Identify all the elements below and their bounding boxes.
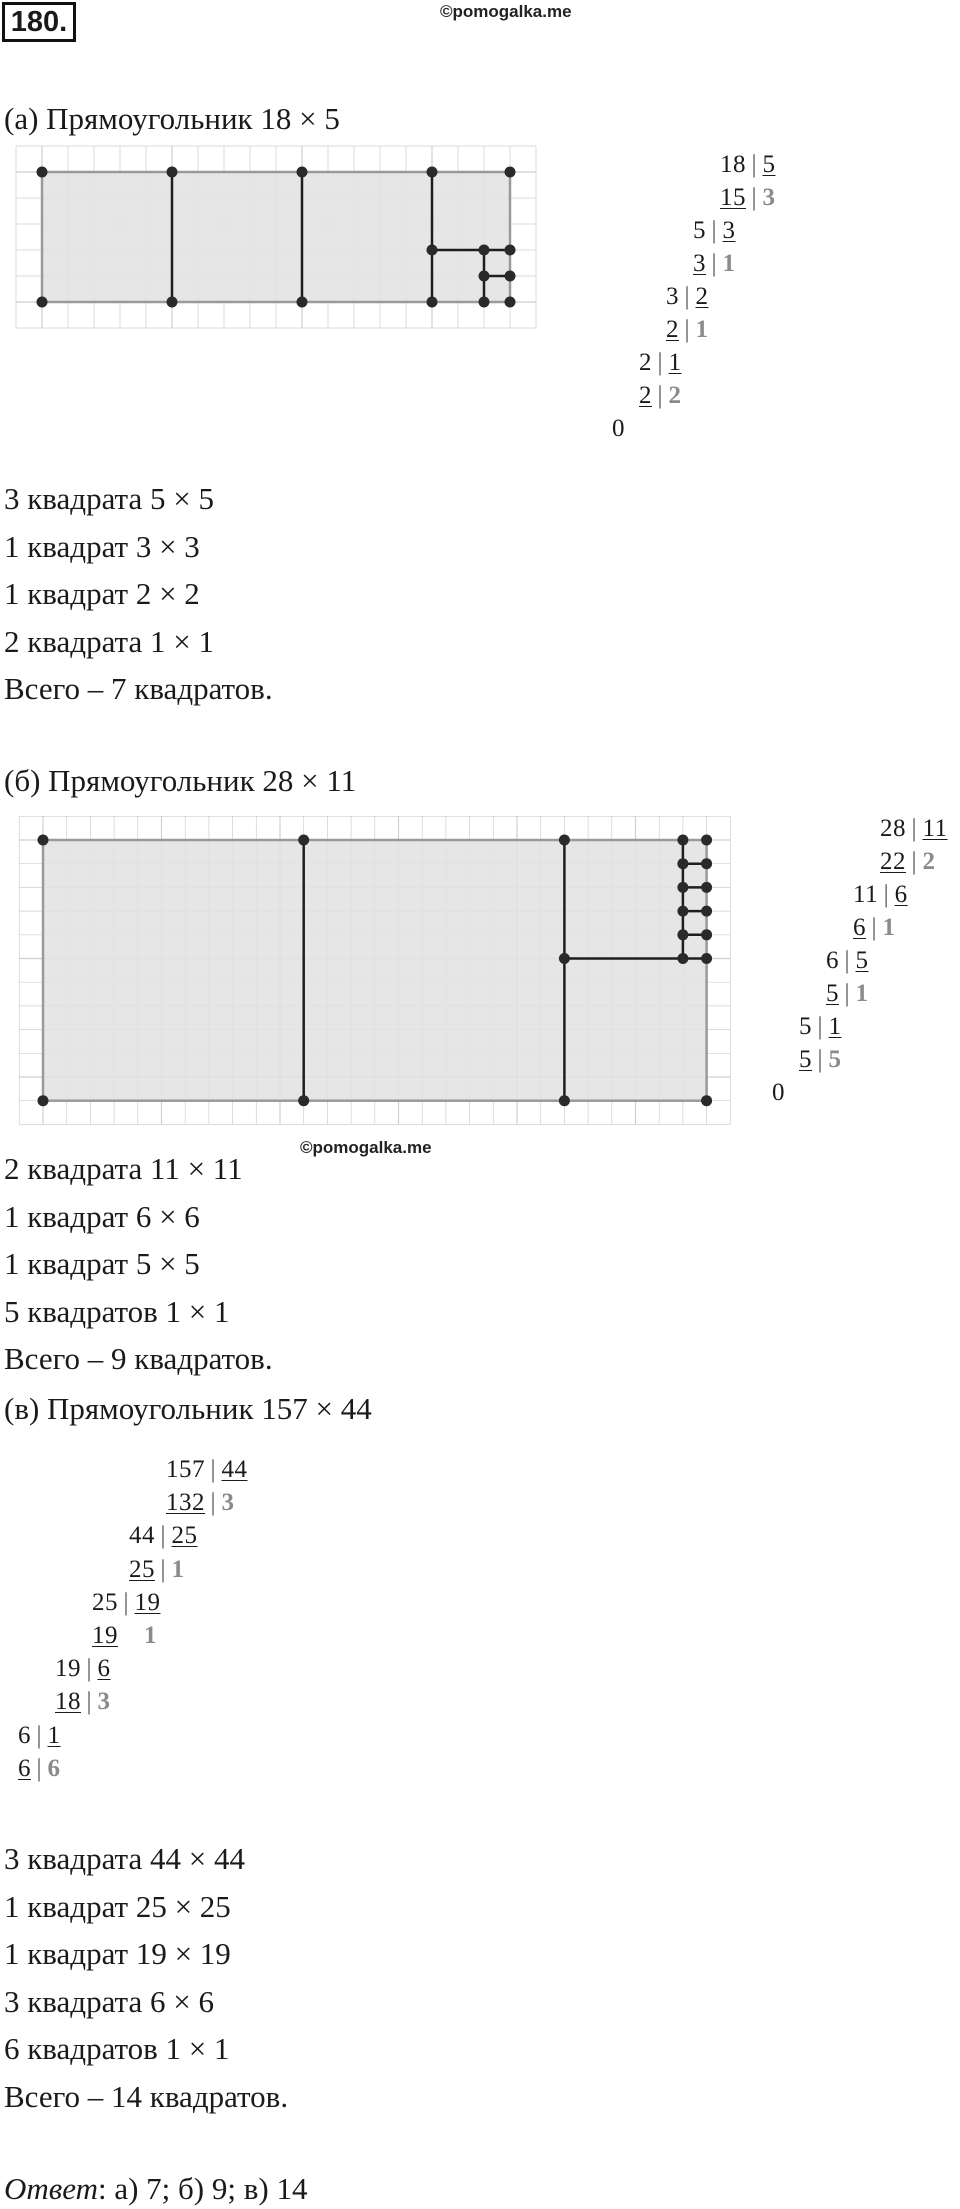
division-bar: | [839, 947, 856, 974]
division-bar: | [706, 250, 723, 277]
division-quotient: 2 [668, 382, 682, 409]
division-dividend: 3 [693, 250, 706, 277]
division-step [826, 946, 869, 976]
division-divisor: 11 [922, 815, 948, 842]
division-dividend: 0 [612, 415, 625, 442]
division-dividend: 18 [720, 151, 746, 178]
part-b-figure [0, 806, 760, 1136]
division-divisor: 2 [695, 283, 709, 310]
rectangle [43, 840, 707, 1101]
division-bar: | [839, 980, 856, 1007]
division-bar: | [205, 1456, 222, 1483]
division-bar: | [746, 184, 763, 211]
result-line: 3 квадрата 44 × 44 [4, 1841, 245, 1876]
division-step [772, 1078, 785, 1108]
result-line: 1 квадрат 25 × 25 [4, 1888, 231, 1924]
division-quotient: 3 [762, 184, 776, 211]
vertex-dot [677, 835, 688, 846]
watermark-top: ©pomogalka.me [440, 2, 572, 21]
division-step [129, 1521, 198, 1551]
vertex-dot [38, 835, 49, 846]
division-dividend: 5 [799, 1013, 812, 1040]
result-line: 1 квадрат 6 × 6 [4, 1198, 200, 1234]
division-step [720, 150, 776, 180]
result-line: Всего – 14 квадратов. [4, 2078, 289, 2114]
division-dividend: 6 [853, 914, 866, 941]
result-line: 2 квадрата 11 × 11 [4, 1151, 243, 1186]
vertex-dot [298, 1095, 309, 1106]
division-dividend: 6 [18, 1754, 31, 1782]
division-quotient: 3 [221, 1489, 235, 1517]
division-bar: | [679, 316, 696, 343]
vertex-dot [297, 167, 308, 178]
vertex-dot [37, 297, 48, 308]
division-step [720, 183, 776, 213]
division-divisor: 44 [221, 1456, 248, 1483]
result-line: 6 квадратов 1 × 1 [4, 2031, 230, 2066]
division-step [693, 216, 736, 246]
division-step [639, 348, 682, 378]
division-step [799, 1045, 842, 1075]
division-bar: | [866, 914, 883, 941]
division-dividend: 11 [853, 881, 879, 908]
division-bar: | [906, 815, 923, 842]
division-bar: | [81, 1688, 98, 1716]
division-bar: | [706, 217, 723, 244]
vertex-dot [427, 297, 438, 308]
vertex-dot [677, 929, 688, 940]
vertex-dot [505, 271, 516, 282]
division-step [92, 1621, 157, 1651]
division-dividend: 5 [799, 1046, 812, 1073]
division-dividend: 2 [666, 316, 679, 343]
division-bar: | [652, 382, 669, 409]
result-line: 2 квадрата 1 × 1 [4, 623, 214, 659]
division-divisor: 5 [762, 151, 776, 178]
division-dividend: 5 [693, 217, 706, 244]
division-dividend: 2 [639, 382, 652, 409]
division-quotient: 6 [47, 1754, 61, 1782]
division-bar: | [118, 1588, 135, 1616]
division-bar: | [155, 1555, 172, 1583]
division-dividend: 22 [880, 848, 906, 875]
result-line: 1 квадрат 2 × 2 [4, 576, 200, 611]
division-dividend: 25 [92, 1588, 118, 1616]
division-divisor: 25 [171, 1522, 198, 1550]
division-step [639, 381, 682, 411]
division-divisor: 1 [668, 349, 682, 376]
vertex-dot [37, 167, 48, 178]
division-bar: | [906, 848, 923, 875]
division-quotient: 1 [171, 1555, 185, 1583]
division-step [666, 282, 709, 312]
division-dividend: 6 [826, 947, 839, 974]
division-step [166, 1455, 248, 1485]
problem-number: 180. [2, 2, 76, 42]
vertex-dot [479, 297, 490, 308]
division-quotient: 2 [922, 848, 936, 875]
vertex-dot [298, 835, 309, 846]
division-dividend: 157 [166, 1456, 205, 1483]
watermark-middle: ©pomogalka.me [300, 1138, 432, 1157]
division-step [880, 847, 936, 877]
division-step [129, 1555, 185, 1585]
part-a-title: (а) Прямоугольник 18 × 5 [4, 101, 340, 136]
rectangle [42, 172, 510, 302]
division-step [693, 249, 736, 279]
division-divisor: 6 [894, 881, 908, 908]
vertex-dot [677, 953, 688, 964]
division-step [880, 814, 948, 844]
division-dividend: 0 [772, 1079, 785, 1106]
division-quotient: 1 [882, 914, 896, 941]
division-divisor: 1 [828, 1013, 842, 1040]
vertex-dot [677, 858, 688, 869]
division-bar: | [812, 1013, 829, 1040]
division-bar: | [31, 1754, 48, 1782]
result-line: 5 квадратов 1 × 1 [4, 1293, 230, 1329]
division-dividend: 44 [129, 1522, 155, 1550]
division-bar: | [679, 283, 696, 310]
vertex-dot [701, 1095, 712, 1106]
division-bar: | [31, 1721, 48, 1749]
division-step [18, 1754, 61, 1784]
vertex-dot [479, 245, 490, 256]
division-dividend: 19 [92, 1622, 118, 1649]
vertex-dot [701, 929, 712, 940]
vertex-dot [505, 297, 516, 308]
division-dividend: 2 [639, 349, 652, 376]
answer-line [4, 2170, 307, 2208]
division-dividend: 132 [166, 1489, 205, 1517]
vertex-dot [559, 953, 570, 964]
division-step [612, 414, 625, 444]
division-bar: | [205, 1489, 222, 1517]
division-step [666, 315, 709, 345]
division-step [853, 880, 908, 910]
answer-label: Ответ [4, 2171, 98, 2206]
division-step [55, 1687, 111, 1717]
answer-text: : а) 7; б) 9; в) 14 [97, 2171, 308, 2206]
division-quotient: 1 [722, 250, 736, 277]
division-quotient: 1 [855, 980, 869, 1007]
vertex-dot [701, 858, 712, 869]
division-divisor: 1 [47, 1721, 61, 1749]
vertex-dot [559, 835, 570, 846]
result-line: 1 квадрат 3 × 3 [4, 528, 200, 564]
division-step [799, 1012, 842, 1042]
part-a-figure [0, 140, 560, 340]
division-step [826, 979, 869, 1009]
division-bar: | [652, 349, 669, 376]
division-bar: | [746, 151, 763, 178]
vertex-dot [701, 835, 712, 846]
division-dividend: 28 [880, 815, 906, 842]
vertex-dot [559, 1095, 570, 1106]
division-bar: | [81, 1655, 98, 1683]
result-line: 3 квадрата 6 × 6 [4, 1983, 214, 2019]
vertex-dot [677, 906, 688, 917]
division-divisor: 19 [134, 1588, 161, 1616]
vertex-dot [505, 167, 516, 178]
part-c-title: (в) Прямоугольник 157 × 44 [4, 1391, 372, 1426]
division-quotient: 1 [144, 1622, 157, 1649]
vertex-dot [505, 245, 516, 256]
division-dividend: 15 [720, 184, 746, 211]
division-dividend: 3 [666, 283, 679, 310]
vertex-dot [297, 297, 308, 308]
vertex-dot [38, 1095, 49, 1106]
division-step [853, 913, 896, 943]
division-dividend: 19 [55, 1655, 81, 1683]
result-line: Всего – 7 квадратов. [4, 671, 273, 706]
vertex-dot [701, 882, 712, 893]
vertex-dot [701, 953, 712, 964]
division-bar: | [155, 1522, 172, 1550]
result-line: 1 квадрат 5 × 5 [4, 1246, 200, 1281]
division-step [166, 1488, 235, 1518]
division-divisor: 3 [722, 217, 736, 244]
division-bar: | [812, 1046, 829, 1073]
vertex-dot [167, 167, 178, 178]
division-dividend: 25 [129, 1555, 155, 1583]
vertex-dot [167, 297, 178, 308]
division-quotient: 1 [695, 316, 709, 343]
division-dividend: 18 [55, 1688, 81, 1716]
part-b-title: (б) Прямоугольник 28 × 11 [4, 763, 357, 798]
division-dividend: 6 [18, 1721, 31, 1749]
vertex-dot [677, 882, 688, 893]
vertex-dot [427, 167, 438, 178]
division-quotient: 3 [97, 1688, 111, 1716]
division-divisor: 5 [855, 947, 869, 974]
division-step [18, 1721, 61, 1751]
vertex-dot [701, 906, 712, 917]
result-line: 1 квадрат 19 × 19 [4, 1936, 231, 1971]
division-dividend: 5 [826, 980, 839, 1007]
division-step [92, 1588, 161, 1618]
division-bar [118, 1622, 144, 1649]
vertex-dot [479, 271, 490, 282]
division-bar: | [878, 881, 895, 908]
division-quotient: 5 [828, 1046, 842, 1073]
result-line: 3 квадрата 5 × 5 [4, 481, 214, 516]
result-line: Всего – 9 квадратов. [4, 1341, 273, 1376]
vertex-dot [427, 245, 438, 256]
division-divisor: 6 [97, 1655, 111, 1683]
division-step [55, 1654, 111, 1684]
